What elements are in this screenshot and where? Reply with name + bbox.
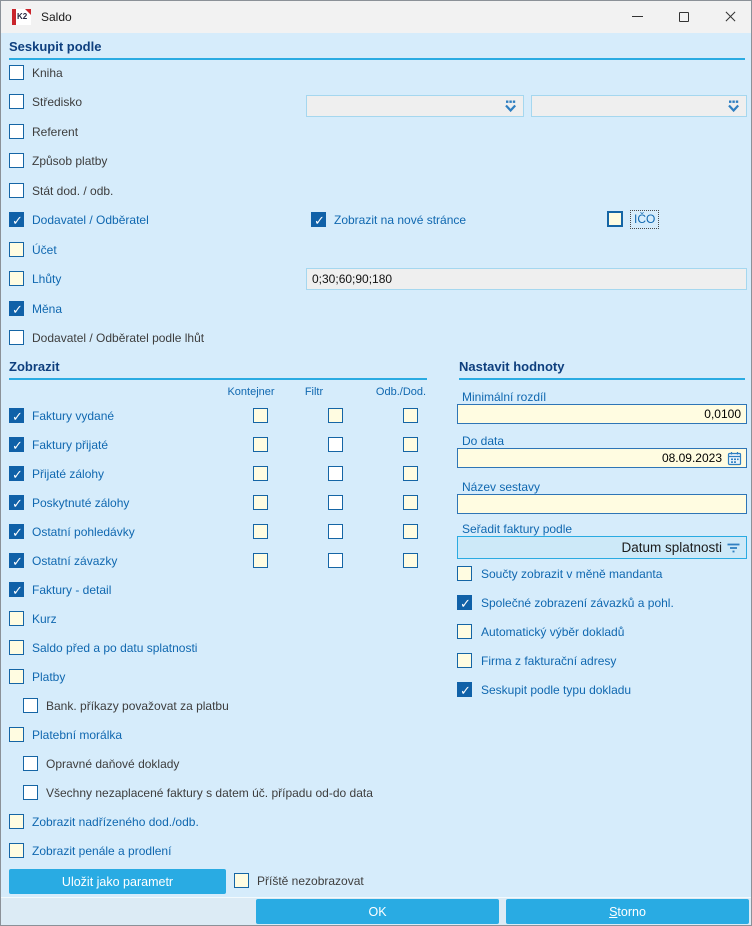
checkbox-label: Faktury vydané (32, 409, 115, 423)
checkbox-kontejner-faktury-prijate[interactable] (253, 437, 268, 452)
set-values-row-firma-z-fakturacni-adresy (1, 653, 751, 672)
checkbox-platebni-moralka[interactable] (9, 727, 24, 742)
to-date-label: Do data (462, 434, 505, 448)
checkbox-filtr-poskytnute-zalohy[interactable] (328, 495, 343, 510)
checkbox-label: Zobrazit penále a prodlení (32, 844, 172, 858)
checkbox-odb-dod-prijate-zalohy[interactable] (403, 466, 418, 481)
lookup-dropdown-icon (502, 100, 519, 113)
checkbox-filtr-prijate-zalohy[interactable] (328, 466, 343, 481)
group-by-row-stat-dod-odb (1, 183, 751, 202)
checkbox-filtr-faktury-prijate[interactable] (328, 437, 343, 452)
checkbox-mena[interactable] (9, 301, 24, 316)
checkbox-label: Platby (32, 670, 66, 684)
stredisko-dropdown-2[interactable] (531, 95, 747, 117)
ico-row-ico (1, 212, 751, 231)
group-by-row-zpusob-platby (1, 153, 751, 172)
group-by-row-kniha (1, 65, 751, 84)
terms-input[interactable] (306, 268, 747, 290)
checkbox-automaticky-vyber-dokladu[interactable] (457, 624, 472, 639)
section-title-set-values: Nastavit hodnoty (459, 359, 565, 374)
checkbox-label: Zobrazit nadřízeného dod./odb. (32, 815, 199, 829)
checkbox-prijate-zalohy[interactable] (9, 466, 24, 481)
min-diff-input[interactable] (457, 404, 747, 424)
checkbox-spolecne-zobrazeni-zavazku-a-pohl[interactable] (457, 595, 472, 610)
checkbox-vsechny-nezaplacene-faktury-s-datem-uc-pripadu-od-do-data[interactable] (23, 785, 38, 800)
column-header-odb-dod: Odb./Dod. (375, 386, 427, 398)
cancel-button[interactable] (506, 899, 749, 924)
section-title-show: Zobrazit (9, 359, 60, 374)
checkbox-label: Středisko (32, 95, 83, 109)
checkbox-label: Faktury - detail (32, 583, 112, 597)
checkbox-label: Referent (32, 125, 79, 139)
checkbox-odb-dod-poskytnute-zalohy[interactable] (403, 495, 418, 510)
checkbox-poskytnute-zalohy[interactable] (9, 495, 24, 510)
to-date-input[interactable] (457, 448, 747, 468)
checkbox-label: Kurz (32, 612, 57, 626)
checkbox-label: Ostatní pohledávky (32, 525, 135, 539)
checkbox-kniha[interactable] (9, 65, 24, 80)
close-button[interactable] (707, 1, 752, 33)
checkbox-lhuty[interactable] (9, 271, 24, 286)
checkbox-label: Zobrazit na nové stránce (334, 213, 467, 227)
checkbox-label: Způsob platby (32, 154, 108, 168)
logo-text: K2 (17, 12, 28, 21)
checkbox-label: Platební morálka (32, 728, 123, 742)
checkbox-zpusob-platby[interactable] (9, 153, 24, 168)
set-values-row-automaticky-vyber-dokladu (1, 624, 751, 643)
ok-label: OK (368, 904, 387, 919)
checkbox-filtr-faktury-vydane[interactable] (328, 408, 343, 423)
checkbox-soucty-zobrazit-v-mene-mandanta[interactable] (457, 566, 472, 581)
checkbox-faktury-prijate[interactable] (9, 437, 24, 452)
checkbox-label: Měna (32, 302, 63, 316)
section-rule (9, 58, 745, 60)
checkbox-label: Poskytnuté zálohy (32, 496, 130, 510)
checkbox-label: Stát dod. / odb. (32, 184, 114, 198)
checkbox-stat-dod-odb[interactable] (9, 183, 24, 198)
section-rule (459, 378, 745, 380)
checkbox-label: Automatický výběr dokladů (481, 625, 625, 639)
window-title: Saldo (41, 10, 72, 24)
maximize-button[interactable] (661, 1, 707, 33)
checkbox-dodavatel-odberatel-podle-lhut[interactable] (9, 330, 24, 345)
checkbox-label: Bank. příkazy považovat za platbu (46, 699, 229, 713)
checkbox-ucet[interactable] (9, 242, 24, 257)
to-date-value: 08.09.2023 (661, 451, 722, 465)
checkbox-label: Kniha (32, 66, 63, 80)
checkbox-ico[interactable] (607, 211, 623, 227)
checkbox-label: Účet (32, 243, 57, 257)
section-title-group-by: Seskupit podle (9, 39, 102, 54)
column-header-kontejner: Kontejner (227, 386, 275, 398)
group-by-row-referent (1, 124, 751, 143)
show-row-vsechny-nezaplacene-faktury-s-datem-uc-pripadu-od-do-data (1, 785, 751, 804)
checkbox-kontejner-ostatni-pohledavky[interactable] (253, 524, 268, 539)
checkbox-label: Seskupit podle typu dokladu (481, 683, 632, 697)
save-as-parameter-label: Uložit jako parametr (61, 874, 174, 889)
checkbox-kontejner-prijate-zalohy[interactable] (253, 466, 268, 481)
checkbox-faktury-vydane[interactable] (9, 408, 24, 423)
checkbox-kontejner-faktury-vydane[interactable] (253, 408, 268, 423)
checkbox-stredisko[interactable] (9, 94, 24, 109)
cancel-label: Storno (609, 904, 646, 919)
checkbox-label: Dodavatel / Odběratel (32, 213, 149, 227)
checkbox-label: Ostatní závazky (32, 554, 118, 568)
show-row-prijate-zalohy (1, 466, 751, 485)
stredisko-dropdown-1[interactable] (306, 95, 524, 117)
column-header-filtr: Filtr (304, 386, 324, 398)
show-row-opravne-danove-doklady (1, 756, 751, 775)
report-name-label: Název sestavy (462, 480, 541, 494)
section-rule (9, 378, 427, 380)
checkbox-label: Dodavatel / Odběratel podle lhůt (32, 331, 205, 345)
checkbox-label: Firma z fakturační adresy (481, 654, 617, 668)
checkbox-label: Všechny nezaplacené faktury s datem úč. případu od-do data (46, 786, 373, 800)
checkbox-priste-nezobrazovat[interactable] (234, 873, 249, 888)
terms-value: 0;30;60;90;180 (312, 272, 393, 286)
checkbox-label: Lhůty (32, 272, 62, 286)
checkbox-label: IČO (631, 211, 658, 228)
calendar-icon[interactable] (727, 451, 742, 466)
min-diff-label: Minimální rozdíl (462, 390, 547, 404)
k2-logo-icon (12, 9, 31, 25)
sort-by-value: Datum splatnosti (621, 540, 722, 555)
checkbox-odb-dod-faktury-vydane[interactable] (403, 408, 418, 423)
checkbox-odb-dod-faktury-prijate[interactable] (403, 437, 418, 452)
checkbox-label: Saldo před a po datu splatnosti (32, 641, 198, 655)
checkbox-ostatni-pohledavky[interactable] (9, 524, 24, 539)
checkbox-referent[interactable] (9, 124, 24, 139)
group-by-row-mena (1, 301, 751, 320)
minimize-button[interactable] (615, 1, 661, 33)
checkbox-odb-dod-ostatni-pohledavky[interactable] (403, 524, 418, 539)
title-bar (1, 1, 751, 33)
set-values-row-seskupit-podle-typu-dokladu (1, 682, 751, 701)
show-row-zobrazit-penale-a-prodleni (1, 843, 751, 862)
maximize-icon (679, 12, 689, 22)
checkbox-kontejner-poskytnute-zalohy[interactable] (253, 495, 268, 510)
checkbox-label: Součty zobrazit v měně mandanta (481, 567, 663, 581)
lookup-dropdown-icon (725, 100, 742, 113)
checkbox-firma-z-fakturacni-adresy[interactable] (457, 653, 472, 668)
checkbox-label: Příště nezobrazovat (257, 874, 364, 888)
checkbox-opravne-danove-doklady[interactable] (23, 756, 38, 771)
min-diff-value: 0,0100 (704, 407, 741, 421)
checkbox-seskupit-podle-typu-dokladu[interactable] (457, 682, 472, 697)
set-values-row-spolecne-zobrazeni-zavazku-a-pohl (1, 595, 751, 614)
checkbox-filtr-ostatni-pohledavky[interactable] (328, 524, 343, 539)
checkbox-label: Opravné daňové doklady (46, 757, 180, 771)
dropdown-arrow-icon (726, 543, 741, 554)
dont-show-again-row-priste-nezobrazovat (1, 873, 751, 892)
sort-by-select[interactable] (457, 536, 747, 559)
checkbox-zobrazit-penale-a-prodleni[interactable] (9, 843, 24, 858)
checkbox-zobrazit-nadrizeneho-dod-odb[interactable] (9, 814, 24, 829)
checkbox-label: Faktury přijaté (32, 438, 109, 452)
sort-by-label: Seřadit faktury podle (462, 522, 573, 536)
minimize-icon (632, 16, 643, 17)
checkbox-label: Přijaté zálohy (32, 467, 105, 481)
group-by-row-ucet (1, 242, 751, 261)
report-name-input[interactable] (457, 494, 747, 514)
show-row-platebni-moralka (1, 727, 751, 746)
show-row-zobrazit-nadrizeneho-dod-odb (1, 814, 751, 833)
group-by-row-dodavatel-odberatel-podle-lhut (1, 330, 751, 349)
checkbox-label: Společné zobrazení závazků a pohl. (481, 596, 674, 610)
set-values-row-soucty-zobrazit-v-mene-mandanta (1, 566, 751, 585)
ok-button[interactable] (256, 899, 499, 924)
